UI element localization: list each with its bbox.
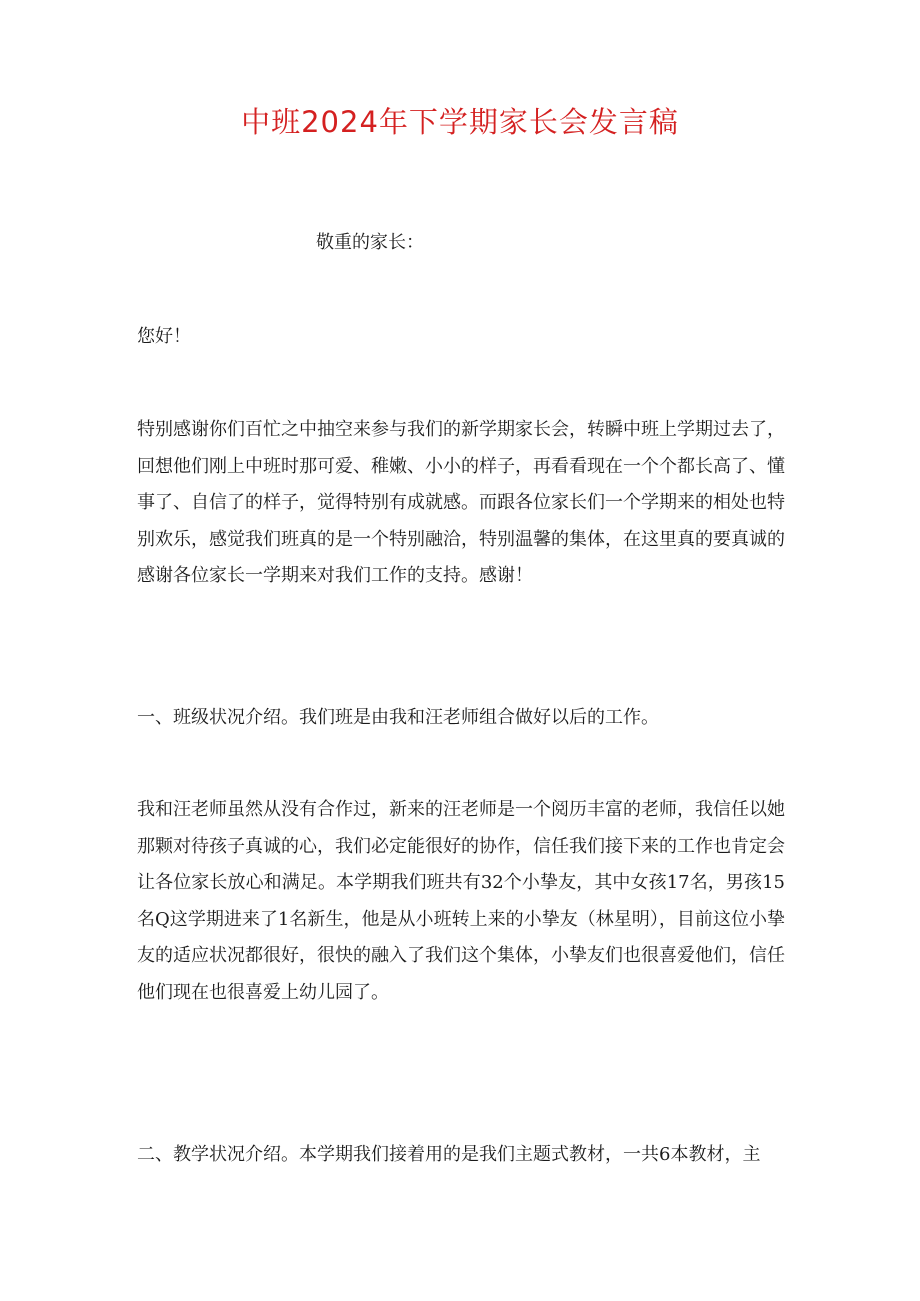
paragraph-thanks: 特别感谢你们百忙之中抽空来参与我们的新学期家长会，转瞬中班上学期过去了，回想他们刚上中班时那可爱、稚嫩、小小的样子，再看看现在一个个都长高了、懂事了、自信了的样子，觉得特别有成就感。而跟各位家长们一个学期来的相处也特别欢乐，感觉我们班真的是一个特别融洽，特别温馨的集体，在这里真的要真诚的感谢各位家长一学期来对我们工作的支持。感谢！: [137, 419, 785, 586]
document-title: 中班2024年下学期家长会发言稿: [241, 105, 679, 139]
paragraph-teachers-students: 我和汪老师虽然从没有合作过，新来的汪老师是一个阅历丰富的老师，我信任以她那颗对待孩子真诚的心，我们必定能很好的协作，信任我们接下来的工作也肯定会让各位家长放心和满足。本学期我们班共有32个小挚友，其中女孩17名，男孩15名Q这学期进来了1名新生，他是从小班转上来的小挚友（林星明），目前这位小挚友的适应状况都很好，很快的融入了我们这个集体，小挚友们也很喜爱他们，信任他们现在也很喜爱上幼儿园了。: [137, 799, 785, 1003]
greeting: 您好！: [137, 326, 191, 347]
paragraph-teaching-intro: 二、教学状况介绍。本学期我们接着用的是我们主题式教材，一共6本教材，主: [137, 1144, 761, 1165]
salutation: 敬重的家长：: [316, 232, 424, 253]
paragraph-class-intro: 一、班级状况介绍。我们班是由我和汪老师组合做好以后的工作。: [137, 707, 659, 728]
